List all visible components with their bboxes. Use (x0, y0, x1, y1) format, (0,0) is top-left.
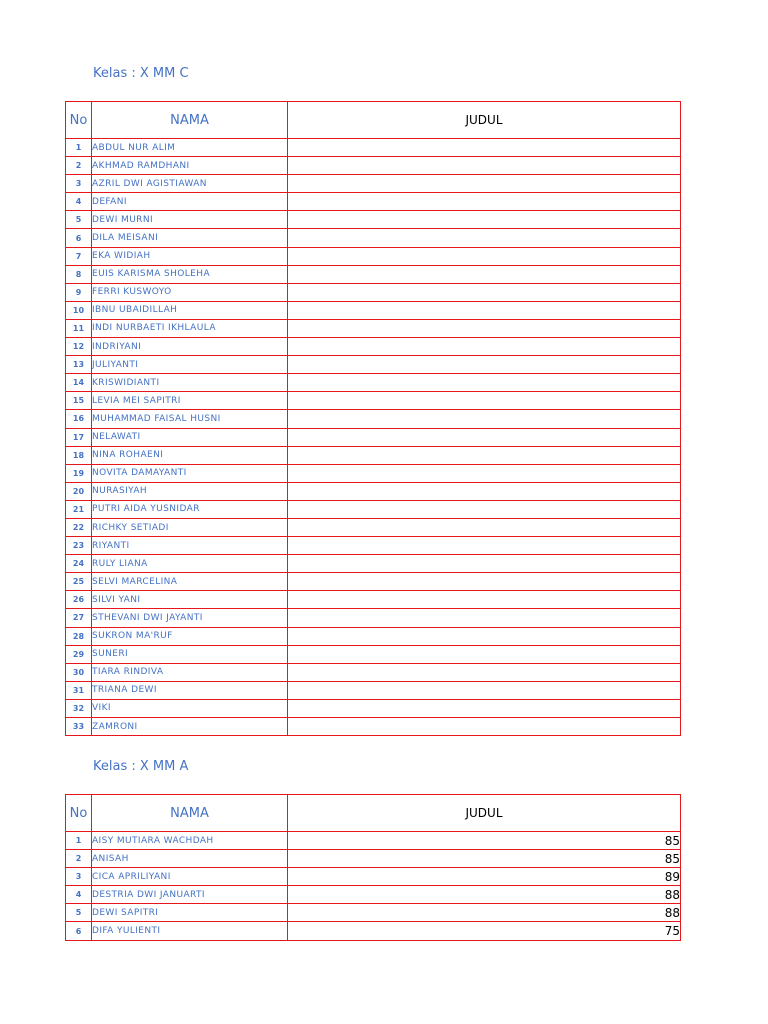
student-name: RIYANTI (92, 537, 288, 555)
table-row (66, 627, 681, 645)
judul-cell (288, 265, 681, 283)
judul-cell (288, 663, 681, 681)
judul-cell (288, 446, 681, 464)
header-judul: JUDUL (288, 102, 681, 139)
row-number: 1 (66, 832, 92, 850)
table-row (66, 356, 681, 374)
judul-cell (288, 392, 681, 410)
student-name: AKHMAD RAMDHANI (92, 157, 288, 175)
row-number: 3 (66, 868, 92, 886)
table-row (66, 247, 681, 265)
judul-cell (288, 573, 681, 591)
table-row (66, 718, 681, 736)
student-table (65, 101, 681, 736)
row-number: 6 (66, 229, 92, 247)
student-name: NURASIYAH (92, 482, 288, 500)
judul-cell (288, 718, 681, 736)
row-number: 13 (66, 356, 92, 374)
student-name: INDI NURBAETI IKHLAULA (92, 319, 288, 337)
student-name: SUNERI (92, 645, 288, 663)
row-number: 19 (66, 464, 92, 482)
table-row (66, 374, 681, 392)
table-row (66, 850, 681, 868)
student-name: SUKRON MA'RUF (92, 627, 288, 645)
row-number: 11 (66, 319, 92, 337)
table-row (66, 886, 681, 904)
table-row (66, 645, 681, 663)
row-number: 5 (66, 211, 92, 229)
student-name: JULIYANTI (92, 356, 288, 374)
judul-cell (288, 283, 681, 301)
row-number: 26 (66, 591, 92, 609)
table-row (66, 157, 681, 175)
row-number: 30 (66, 663, 92, 681)
table-row (66, 446, 681, 464)
table-row (66, 868, 681, 886)
judul-cell (288, 139, 681, 157)
row-number: 25 (66, 573, 92, 591)
student-name: KRISWIDIANTI (92, 374, 288, 392)
student-name: ZAMRONI (92, 718, 288, 736)
judul-cell (288, 591, 681, 609)
student-name: RULY LIANA (92, 555, 288, 573)
table-row (66, 555, 681, 573)
student-name: SILVI YANI (92, 591, 288, 609)
row-number: 15 (66, 392, 92, 410)
row-number: 10 (66, 301, 92, 319)
student-name: ABDUL NUR ALIM (92, 139, 288, 157)
student-name: EUIS KARISMA SHOLEHA (92, 265, 288, 283)
header-no: No (66, 102, 92, 139)
row-number: 32 (66, 699, 92, 717)
row-number: 22 (66, 518, 92, 536)
table-row (66, 139, 681, 157)
judul-cell (288, 157, 681, 175)
row-number: 6 (66, 922, 92, 940)
judul-cell (288, 356, 681, 374)
judul-cell: 89 (288, 868, 681, 886)
judul-cell (288, 482, 681, 500)
judul-cell (288, 374, 681, 392)
row-number: 5 (66, 904, 92, 922)
table-row (66, 699, 681, 717)
student-name: NELAWATI (92, 428, 288, 446)
judul-cell: 85 (288, 832, 681, 850)
student-name: DIFA YULIENTI (92, 922, 288, 940)
row-number: 24 (66, 555, 92, 573)
table-row (66, 338, 681, 356)
table-row (66, 175, 681, 193)
header-row (66, 795, 681, 832)
judul-cell (288, 500, 681, 518)
row-number: 1 (66, 139, 92, 157)
student-name: CICA APRILIYANI (92, 868, 288, 886)
row-number: 8 (66, 265, 92, 283)
judul-cell (288, 428, 681, 446)
table-row (66, 392, 681, 410)
student-table (65, 794, 681, 941)
student-name: ANISAH (92, 850, 288, 868)
table-row (66, 573, 681, 591)
judul-cell (288, 555, 681, 573)
header-judul: JUDUL (288, 795, 681, 832)
table-row (66, 464, 681, 482)
row-number: 16 (66, 410, 92, 428)
judul-cell (288, 699, 681, 717)
table-row (66, 518, 681, 536)
class-title: Kelas : X MM C (93, 66, 189, 81)
row-number: 4 (66, 886, 92, 904)
student-name: INDRIYANI (92, 338, 288, 356)
row-number: 21 (66, 500, 92, 518)
row-number: 12 (66, 338, 92, 356)
row-number: 27 (66, 609, 92, 627)
table-row (66, 609, 681, 627)
table-row (66, 283, 681, 301)
judul-cell: 88 (288, 904, 681, 922)
table-row (66, 319, 681, 337)
row-number: 7 (66, 247, 92, 265)
student-name: VIKI (92, 699, 288, 717)
row-number: 2 (66, 850, 92, 868)
judul-cell (288, 627, 681, 645)
row-number: 17 (66, 428, 92, 446)
judul-cell (288, 211, 681, 229)
header-nama: NAMA (92, 795, 288, 832)
table-row (66, 537, 681, 555)
row-number: 18 (66, 446, 92, 464)
judul-cell (288, 645, 681, 663)
table-row (66, 410, 681, 428)
student-name: STHEVANI DWI JAYANTI (92, 609, 288, 627)
student-name: DESTRIA DWI JANUARTI (92, 886, 288, 904)
row-number: 2 (66, 157, 92, 175)
student-name: AISY MUTIARA WACHDAH (92, 832, 288, 850)
row-number: 14 (66, 374, 92, 392)
student-name: DEFANI (92, 193, 288, 211)
header-row (66, 102, 681, 139)
table-row (66, 591, 681, 609)
student-name: TIARA RINDIVA (92, 663, 288, 681)
judul-cell (288, 464, 681, 482)
judul-cell: 88 (288, 886, 681, 904)
table-row (66, 922, 681, 940)
table-row (66, 301, 681, 319)
judul-cell: 75 (288, 922, 681, 940)
row-number: 28 (66, 627, 92, 645)
judul-cell (288, 319, 681, 337)
judul-cell (288, 410, 681, 428)
table-row (66, 663, 681, 681)
row-number: 33 (66, 718, 92, 736)
student-name: DILA MEISANI (92, 229, 288, 247)
header-no: No (66, 795, 92, 832)
table-row (66, 681, 681, 699)
student-name: SELVI MARCELINA (92, 573, 288, 591)
class-title: Kelas : X MM A (93, 759, 189, 774)
table-row (66, 211, 681, 229)
judul-cell (288, 229, 681, 247)
student-name: MUHAMMAD FAISAL HUSNI (92, 410, 288, 428)
judul-cell (288, 681, 681, 699)
row-number: 3 (66, 175, 92, 193)
row-number: 20 (66, 482, 92, 500)
student-name: EKA WIDIAH (92, 247, 288, 265)
row-number: 9 (66, 283, 92, 301)
student-name: FERRI KUSWOYO (92, 283, 288, 301)
student-name: PUTRI AIDA YUSNIDAR (92, 500, 288, 518)
table-row (66, 482, 681, 500)
judul-cell (288, 609, 681, 627)
student-name: IBNU UBAIDILLAH (92, 301, 288, 319)
table-row (66, 832, 681, 850)
student-name: TRIANA DEWI (92, 681, 288, 699)
table-row (66, 904, 681, 922)
student-name: DEWI MURNI (92, 211, 288, 229)
judul-cell (288, 338, 681, 356)
judul-cell: 85 (288, 850, 681, 868)
table-row (66, 229, 681, 247)
student-name: NINA ROHAENI (92, 446, 288, 464)
table-row (66, 500, 681, 518)
student-name: LEVIA MEI SAPITRI (92, 392, 288, 410)
row-number: 23 (66, 537, 92, 555)
judul-cell (288, 175, 681, 193)
judul-cell (288, 247, 681, 265)
table-row (66, 193, 681, 211)
student-name: RICHKY SETIADI (92, 518, 288, 536)
judul-cell (288, 301, 681, 319)
student-name: DEWI SAPITRI (92, 904, 288, 922)
row-number: 29 (66, 645, 92, 663)
student-name: NOVITA DAMAYANTI (92, 464, 288, 482)
row-number: 4 (66, 193, 92, 211)
table-row (66, 265, 681, 283)
header-nama: NAMA (92, 102, 288, 139)
row-number: 31 (66, 681, 92, 699)
student-name: AZRIL DWI AGISTIAWAN (92, 175, 288, 193)
judul-cell (288, 537, 681, 555)
judul-cell (288, 518, 681, 536)
judul-cell (288, 193, 681, 211)
table-row (66, 428, 681, 446)
